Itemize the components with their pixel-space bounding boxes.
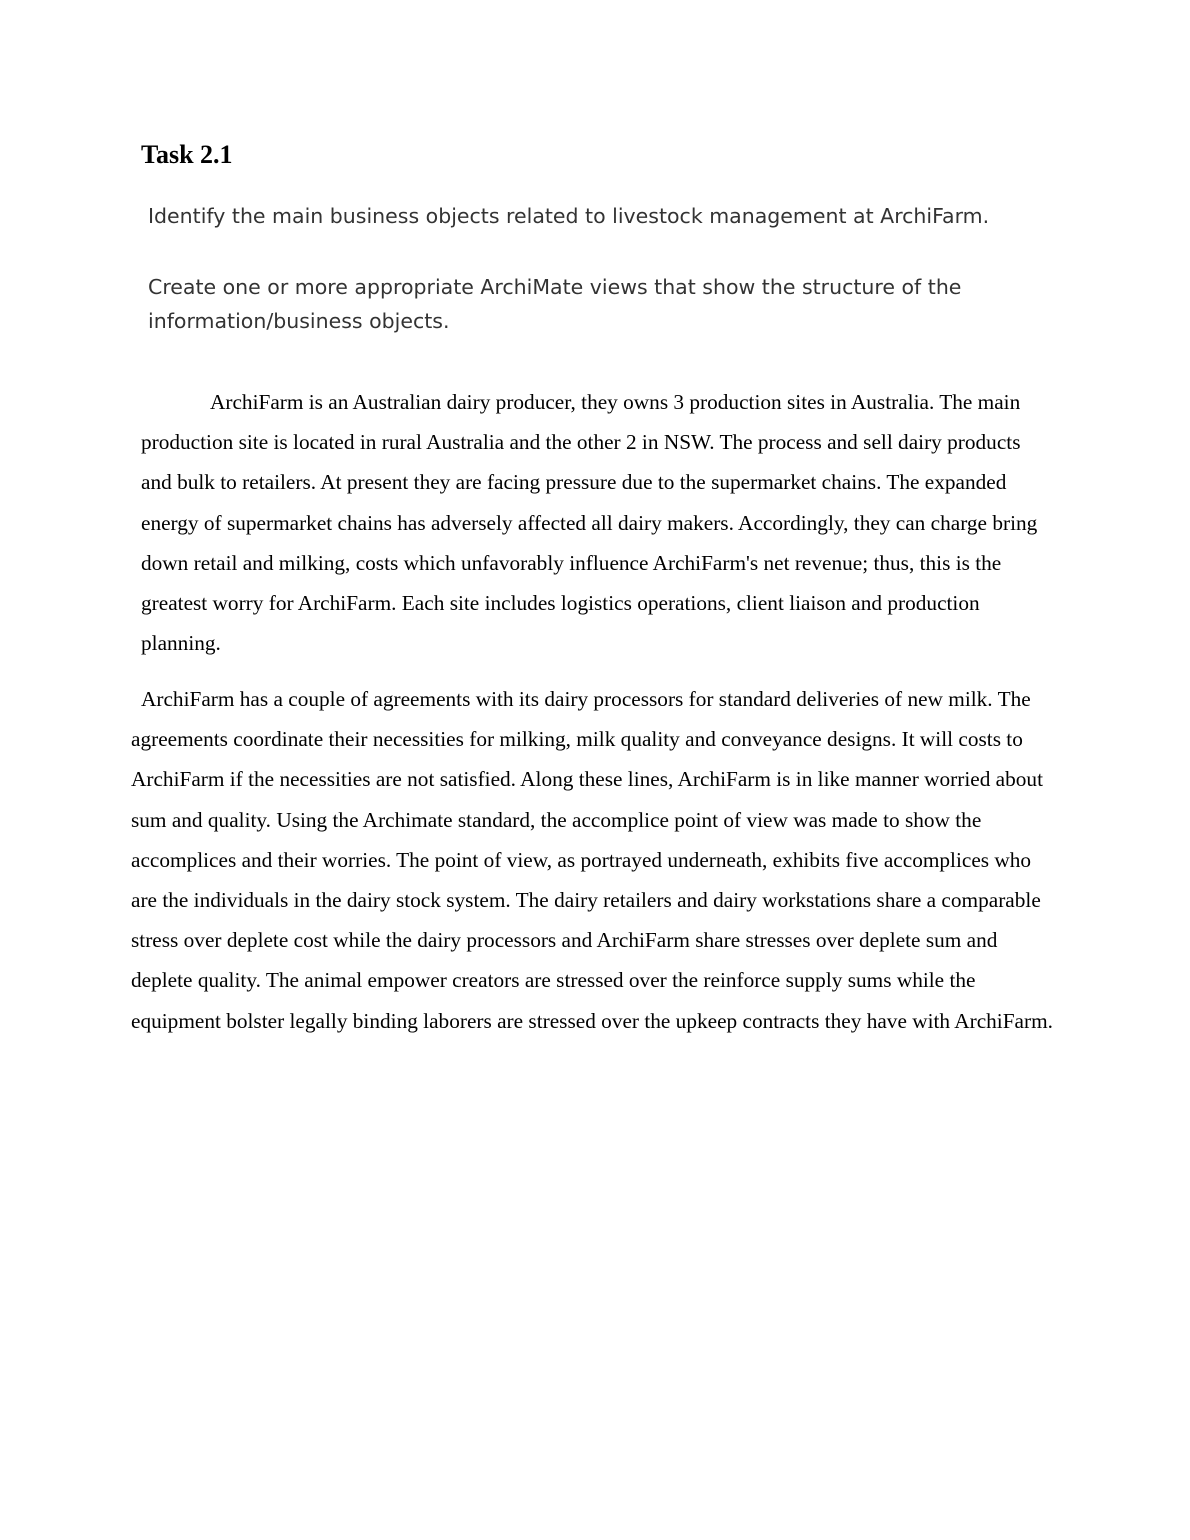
task-instruction-2: Create one or more appropriate ArchiMate views that show the structure of the information/business objects. bbox=[148, 275, 962, 333]
paragraph-2: ArchiFarm has a couple of agreements with its dairy processors for standard deliveries of new milk. The agreements coordinate their necessities for milking, milk quality and conveyance designs. It will costs to ArchiFarm if the necessities are not satisfied. Along these lines, ArchiFarm is in like manner worried about sum and quality. Using the Archimate standard, the accomplice point of view was made to show the accomplices and their worries. The point of view, as portrayed underneath, exhibits five accomplices who are the individuals in the dairy stock system. The dairy retailers and dairy workstations share a comparable stress over deplete cost while the dairy processors and ArchiFarm share stresses over deplete sum and deplete quality. The animal empower creators are stressed over the reinforce supply sums while the equipment bolster legally binding laborers are stressed over the upkeep contracts they have with ArchiFarm. bbox=[131, 687, 1053, 1033]
task-instruction-1: Identify the main business objects related to livestock management at ArchiFarm. bbox=[148, 204, 990, 228]
heading: Task 2.1 bbox=[141, 140, 233, 169]
paragraph-1: ArchiFarm is an Australian dairy producer, they owns 3 production sites in Australia. The main production site is located in rural Australia and the other 2 in NSW. The process and sell dairy products and bulk to retailers. At present they are facing pressure due to the supermarket chains. The expanded energy of supermarket chains has adversely affected all dairy makers. Accordingly, they can charge bring down retail and milking, costs which unfavorably influence ArchiFarm's net revenue; thus, this is the greatest worry for ArchiFarm. Each site includes logistics operations, client liaison and production planning. bbox=[141, 390, 1038, 656]
